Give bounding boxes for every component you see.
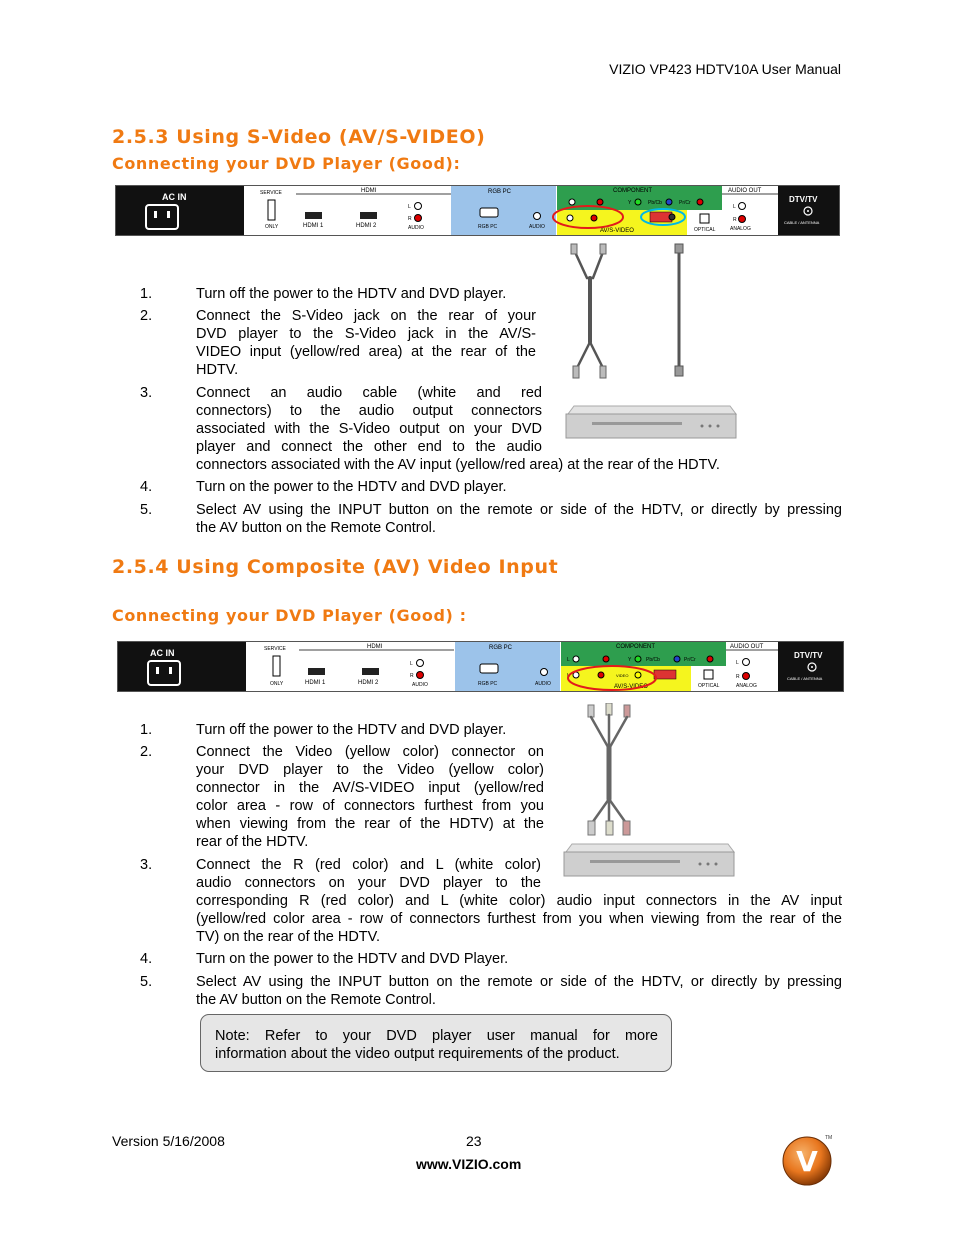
svg-text:R: R	[408, 216, 412, 222]
svg-text:RGB PC: RGB PC	[478, 681, 498, 687]
s1-step4-text: Turn on the power to the HDTV and DVD player.	[196, 479, 507, 495]
svg-text:HDMI 2: HDMI 2	[358, 680, 379, 686]
svg-text:ONLY: ONLY	[265, 224, 279, 230]
svg-text:L: L	[410, 661, 413, 667]
website-link[interactable]: www.VIZIO.com	[416, 1156, 522, 1172]
svg-text:HDMI: HDMI	[361, 188, 377, 194]
svg-text:OPTICAL: OPTICAL	[694, 227, 716, 233]
svg-text:ANALOG: ANALOG	[730, 226, 751, 232]
svg-text:Y: Y	[628, 200, 632, 206]
svg-text:AV/S-VIDEO: AV/S-VIDEO	[600, 228, 634, 234]
vizio-logo-icon	[780, 1132, 836, 1188]
svg-text:TM: TM	[825, 1135, 833, 1141]
vga-port-icon	[480, 664, 498, 673]
svg-text:AUDIO: AUDIO	[529, 224, 545, 230]
svg-text:HDMI 1: HDMI 1	[305, 680, 326, 686]
svg-text:AUDIO OUT: AUDIO OUT	[728, 188, 762, 194]
svg-text:ONLY: ONLY	[270, 681, 284, 687]
rear-panel-diagram-2	[117, 641, 844, 692]
svg-text:VIDEO: VIDEO	[616, 673, 629, 678]
hdmi2-port-icon	[360, 212, 377, 219]
page-number: 23	[466, 1133, 482, 1149]
svg-text:L: L	[408, 204, 411, 210]
s2-step5-text: Select AV using the INPUT button on the remote or side of the HDTV, or directly by pressing the AV button on the Remote Control.	[196, 974, 842, 1008]
svg-text:AUDIO: AUDIO	[412, 682, 428, 688]
svg-text:HDMI 1: HDMI 1	[303, 223, 324, 229]
svg-text:L: L	[736, 660, 739, 666]
s2-step4-text: Turn on the power to the HDTV and DVD Player.	[196, 951, 509, 967]
s2-step2-text: Connect the Video (yellow color) connector on your DVD player to the Video (yellow color) connector in the AV/S-VIDEO input (yellow/red color area - row of connectors furthest from you when viewing from the rear of the HDTV) at the rear of the HDTV.	[196, 744, 544, 850]
ac-in-label: AC IN	[162, 192, 187, 202]
svg-text:Pb/Cb: Pb/Cb	[648, 200, 662, 206]
svg-text:AV/S-VIDEO: AV/S-VIDEO	[614, 684, 648, 690]
svg-text:R: R	[736, 674, 740, 680]
subheading-dvd-good-1: Connecting your DVD Player (Good):	[112, 154, 461, 173]
svg-text:Y: Y	[628, 657, 632, 663]
dtv-block	[778, 642, 843, 691]
svg-text:COMPONENT: COMPONENT	[616, 644, 655, 650]
s2-step1-text: Turn off the power to the HDTV and DVD player.	[196, 722, 507, 738]
note-line-2: information about the video output requirements of the product.	[215, 1046, 620, 1062]
rear-panel-diagram-1	[115, 185, 840, 236]
svg-text:R: R	[410, 673, 414, 679]
svg-text:L: L	[567, 657, 570, 663]
svg-text:HDMI 2: HDMI 2	[356, 223, 377, 229]
svg-text:CABLE / ANTENNA: CABLE / ANTENNA	[787, 676, 823, 681]
s1-step1-text: Turn off the power to the HDTV and DVD player.	[196, 286, 507, 302]
s1-step5-text: Select AV using the INPUT button on the remote or side of the HDTV, or directly by pressing the AV button on the Remote Control.	[196, 502, 842, 536]
svg-text:L: L	[567, 673, 570, 679]
svg-text:SERVICE: SERVICE	[264, 646, 286, 652]
ac-in-block	[118, 642, 246, 691]
svg-text:OPTICAL: OPTICAL	[698, 683, 720, 689]
manual-title: VIZIO VP423 HDTV10A User Manual	[609, 61, 841, 77]
s1-step2-text: Connect the S-Video jack on the rear of your DVD player to the S-Video jack in the AV/S- VIDEO input (yellow/red area) at the rear of the HDTV.	[196, 308, 536, 378]
version-text: Version 5/16/2008	[112, 1133, 225, 1149]
optical-port-icon	[700, 214, 709, 223]
svg-text:HDMI: HDMI	[367, 644, 383, 650]
note-box	[200, 1014, 672, 1072]
svg-text:DTV/TV: DTV/TV	[794, 651, 823, 660]
composite-av-cable-image	[580, 703, 640, 839]
s2-step3-text: Connect the R (red color) and L (white color) audio connectors on your DVD player to the corresponding R (red color) and L (white color) audio input connectors in the AV input (yellow/red color area - row of connectors furthest from you when viewing from the rear of the TV) on the rear of the HDTV.	[196, 857, 842, 945]
svg-text:SERVICE: SERVICE	[260, 190, 282, 196]
svg-text:AUDIO: AUDIO	[535, 681, 551, 687]
svg-text:AC IN: AC IN	[150, 648, 175, 658]
svg-text:ANALOG: ANALOG	[736, 683, 757, 689]
svideo-audio-cables-image	[563, 242, 688, 384]
svg-text:RGB PC: RGB PC	[488, 189, 512, 195]
hdmi2-port-icon	[362, 668, 379, 675]
svg-text:RGB PC: RGB PC	[478, 224, 498, 230]
svg-text:V: V	[796, 1145, 818, 1178]
svg-text:AUDIO: AUDIO	[408, 225, 424, 231]
svg-text:AUDIO OUT: AUDIO OUT	[730, 644, 764, 650]
svg-text:COMPONENT: COMPONENT	[613, 188, 652, 194]
optical-port-icon	[704, 670, 713, 679]
svg-text:RGB PC: RGB PC	[489, 645, 513, 651]
section-heading-composite: 2.5.4 Using Composite (AV) Video Input	[112, 556, 559, 578]
svg-text:CABLE / ANTENNA: CABLE / ANTENNA	[784, 220, 820, 225]
hdmi1-port-icon	[305, 212, 322, 219]
section-heading-svideo: 2.5.3 Using S-Video (AV/S-VIDEO)	[112, 126, 486, 148]
s1-step3-text: Connect an audio cable (white and red connectors) to the audio output connectors associated with the S-Video output on your DVD player and connect the other end to the audio connectors associated with the AV input (yellow/red area) at the rear of the HDTV.	[196, 385, 720, 473]
svg-text:Pr/Cr: Pr/Cr	[684, 657, 696, 663]
svg-text:DTV/TV: DTV/TV	[789, 195, 818, 204]
subheading-dvd-good-2: Connecting your DVD Player (Good) :	[112, 606, 467, 625]
svg-text:R: R	[733, 217, 737, 223]
svg-text:L: L	[733, 204, 736, 210]
svg-text:Pr/Cr: Pr/Cr	[679, 200, 691, 206]
hdmi1-port-icon	[308, 668, 325, 675]
vga-port-icon	[480, 208, 498, 217]
note-line-1: Note: Refer to your DVD player user manual for more	[215, 1028, 658, 1044]
svg-text:Pb/Cb: Pb/Cb	[646, 657, 660, 663]
